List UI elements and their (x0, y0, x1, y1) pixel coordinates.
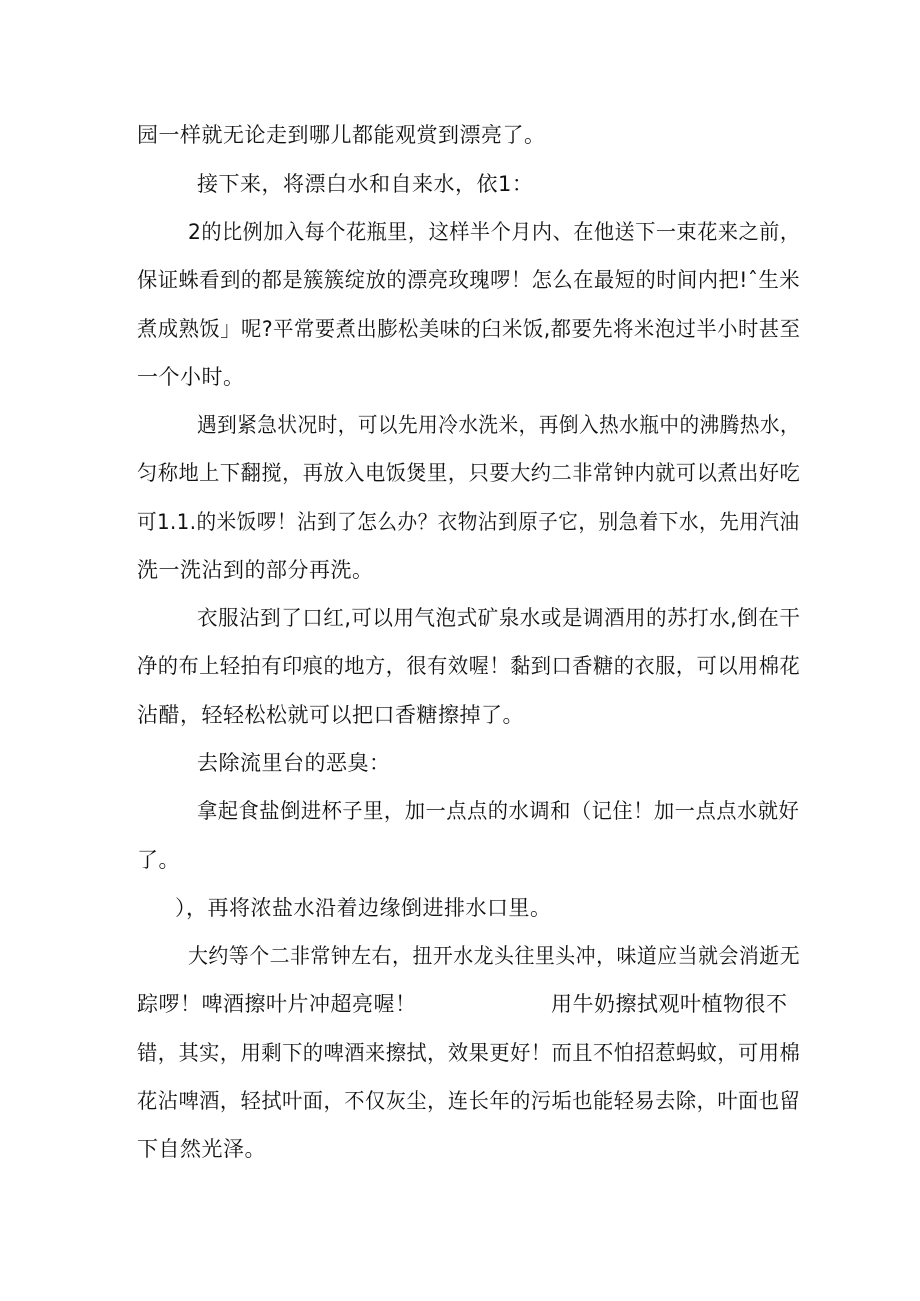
text-line: ），再将浓盐水沿着边缘倒进排水口里。 (175, 896, 552, 920)
text-line: 保证蛛看到的都是簇簇绽放的漂亮玫瑰啰！怎么在最短的时间内把!ˆ生米 (137, 268, 801, 292)
text-line: 可1.1.的米饭啰！沾到了怎么办？衣物沾到原子它，别急着下水，先用汽油 (137, 510, 800, 534)
text-line: 2的比例加入每个花瓶里，这样半个月内、在他送下一束花来之前， (188, 220, 801, 244)
text-line: 沾醋，轻轻松松就可以把口香糖擦掉了。 (137, 703, 524, 727)
text-line: 衣服沾到了口红,可以用气泡式矿泉水或是调酒用的苏打水,倒在干 (197, 606, 801, 630)
text-line: 大约等个二非常钟左右，扭开水龙头往里头冲，味道应当就会消逝无 (188, 944, 801, 968)
text-line: 接下来，将漂白水和自来水，依1： (197, 172, 534, 196)
text-line: 净的布上轻拍有印痕的地方，很有效喔！黏到口香糖的衣服，可以用棉花 (137, 654, 801, 678)
text-line: 遇到紧急状况时，可以先用冷水洗米，再倒入热水瓶中的沸腾热水， (197, 413, 801, 437)
text-line: 园一样就无论走到哪儿都能观赏到漂亮了。 (137, 123, 546, 147)
text-line: 煮成熟饭」呢?平常要煮出膨松美味的臼米饭,都要先将米泡过半小时甚至 (137, 317, 801, 341)
text-line: 拿起食盐倒进杯子里，加一点点的水调和（记住！加一点点水就好 (197, 799, 800, 823)
text-line: 错，其实，用剩下的啤酒来擦拭，效果更好！而且不怕招惹蚂蚊，可用棉 (137, 1041, 801, 1065)
text-line: 了。 (137, 848, 180, 872)
text-line: 下自然光泽。 (137, 1137, 266, 1161)
text-line: 踪啰！啤酒擦叶片冲超亮喔！ (137, 992, 417, 1016)
text-line: 去除流里台的恶臭： (197, 751, 391, 775)
text-line: 用牛奶擦拭观叶植物很不 (551, 992, 788, 1016)
text-line: 花沾啤酒，轻拭叶面，不仅灰尘，连长年的污垢也能轻易去除，叶面也留 (137, 1089, 801, 1113)
text-line: 匀称地上下翻搅，再放入电饭煲里，只要大约二非常钟内就可以煮出好吃 (137, 461, 801, 485)
text-line: 洗一洗沾到的部分再洗。 (137, 558, 374, 582)
text-line: 一个小时。 (137, 365, 245, 389)
